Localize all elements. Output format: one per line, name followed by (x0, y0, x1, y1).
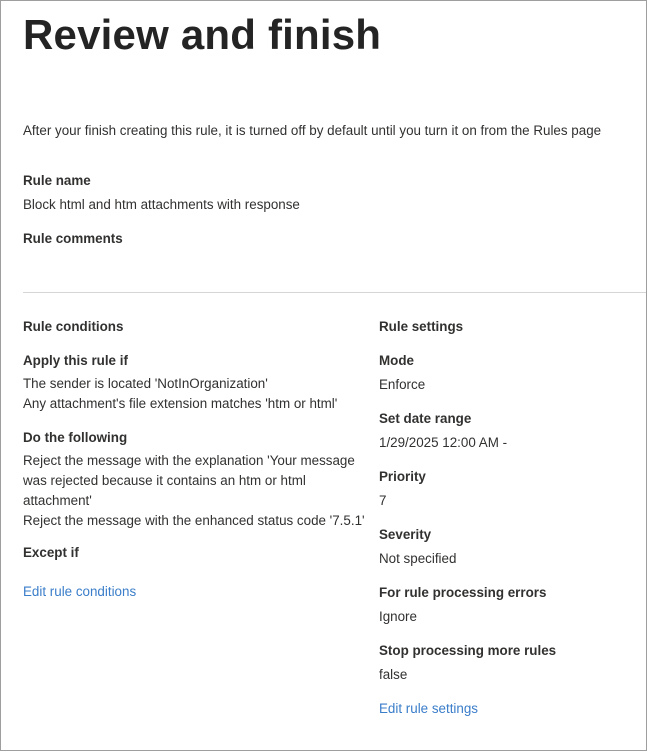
apply-rule-if-label: Apply this rule if (23, 353, 128, 368)
action-line: was rejected because it contains an htm or html (23, 473, 306, 488)
section-divider (23, 292, 647, 293)
edit-rule-conditions-link[interactable]: Edit rule conditions (23, 584, 137, 599)
action-line: Reject the message with the enhanced status code '7.5.1' (23, 513, 365, 528)
mode-label: Mode (379, 353, 414, 368)
intro-text: After your finish creating this rule, it is turned off by default until you turn it on from the Rules page (23, 123, 602, 138)
severity-value: Not specified (379, 551, 457, 566)
page-title: Review and finish (23, 11, 382, 58)
do-the-following-label: Do the following (23, 430, 128, 445)
mode-value: Enforce (379, 377, 426, 392)
priority-label: Priority (379, 469, 426, 484)
rule-name-value: Block html and htm attachments with response (23, 197, 300, 212)
rule-comments-label: Rule comments (23, 231, 123, 246)
edit-rule-settings-link[interactable]: Edit rule settings (379, 701, 478, 716)
priority-value: 7 (379, 493, 387, 508)
action-line: attachment' (23, 493, 92, 508)
do-the-following-actions (23, 451, 365, 531)
stop-processing-label: Stop processing more rules (379, 643, 557, 658)
processing-errors-label: For rule processing errors (379, 585, 547, 600)
date-range-label: Set date range (379, 411, 472, 426)
except-if-label: Except if (23, 545, 79, 560)
condition-line: Any attachment's file extension matches 'htm or html' (23, 396, 338, 411)
processing-errors-value: Ignore (379, 609, 417, 624)
rule-settings-heading: Rule settings (379, 319, 464, 334)
date-range-value: 1/29/2025 12:00 AM - (379, 435, 508, 450)
stop-processing-value: false (379, 667, 408, 682)
condition-line: The sender is located 'NotInOrganization' (23, 376, 268, 391)
rule-conditions-heading: Rule conditions (23, 319, 124, 334)
apply-rule-if-conditions (23, 374, 337, 414)
rule-name-label: Rule name (23, 173, 91, 188)
action-line: Reject the message with the explanation 'Your message (23, 453, 355, 468)
severity-label: Severity (379, 527, 432, 542)
